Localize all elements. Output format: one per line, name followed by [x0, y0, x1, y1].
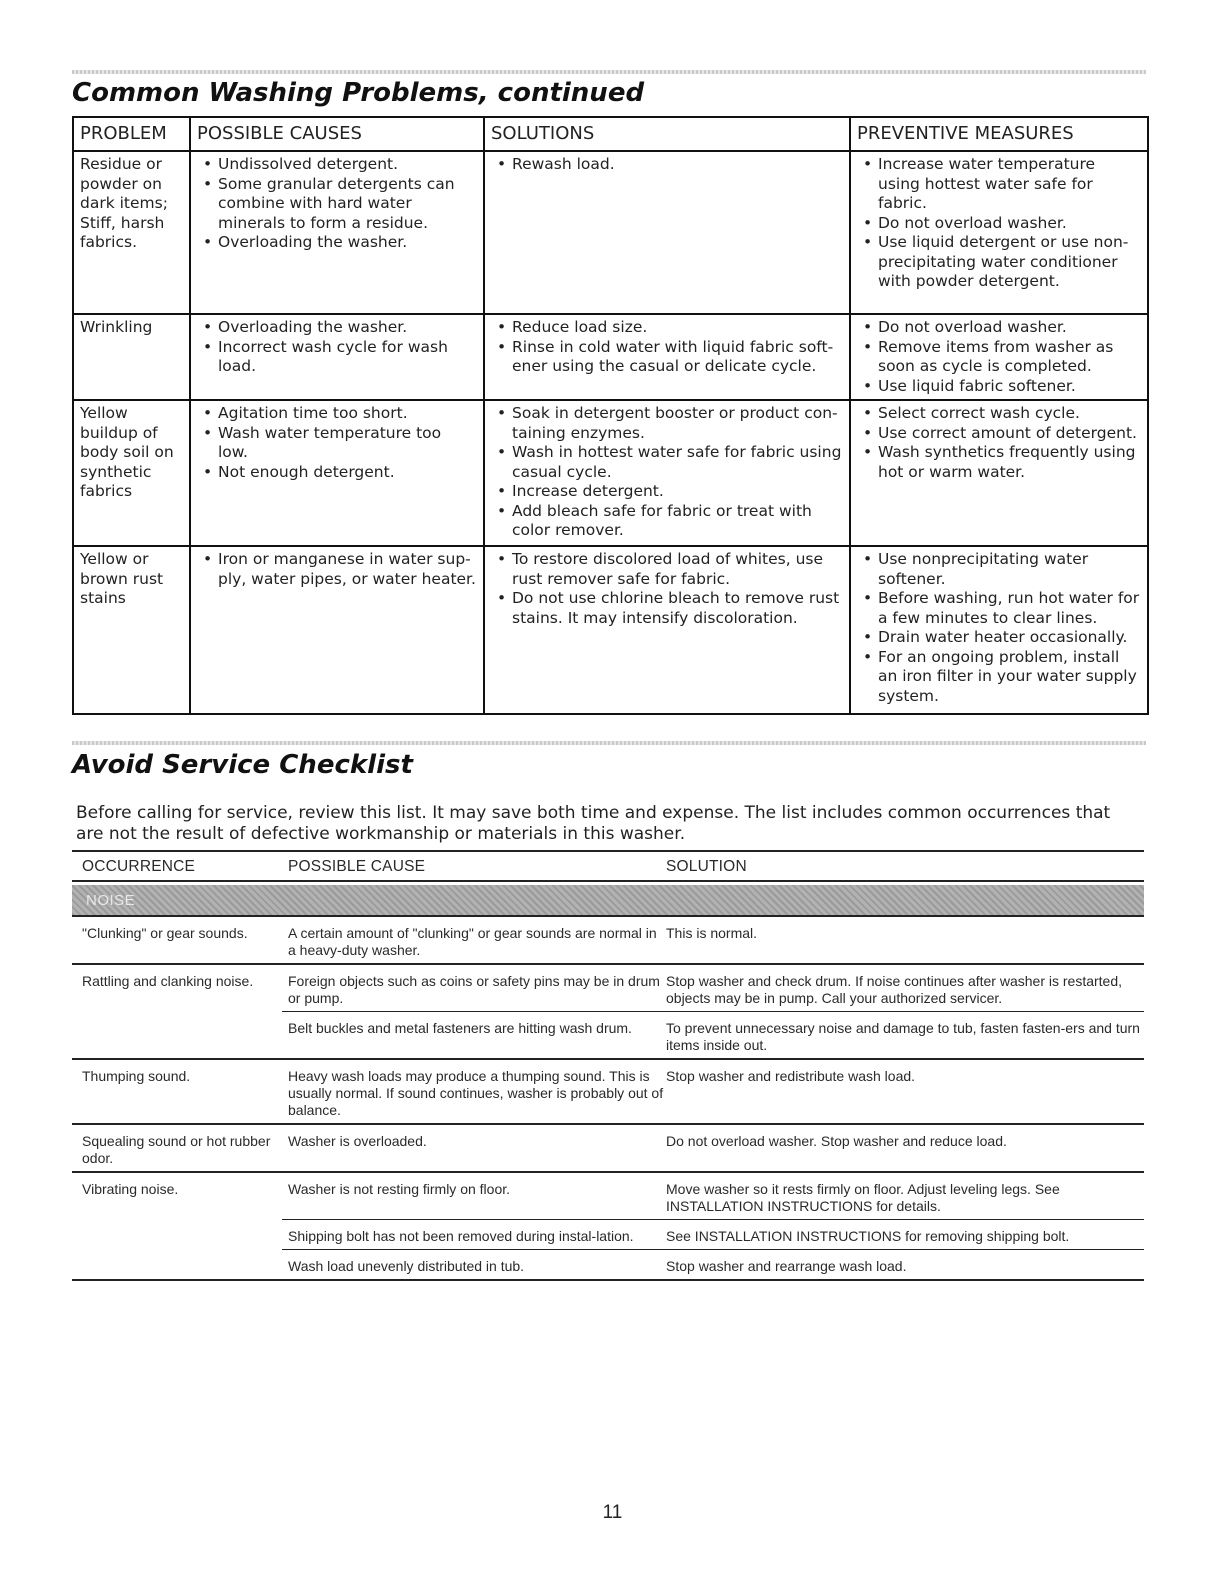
- solution-cell: Stop washer and check drum. If noise continues after washer is restarted, objects may be in pump. Call your authorized servicer.: [666, 973, 1123, 1006]
- list-item: • Remove items from washer as soon as cycle is completed.: [858, 338, 1140, 377]
- cause-cell: Shipping bolt has not been removed during instal-lation.: [288, 1228, 634, 1244]
- list-item: • Use liquid fabric softener.: [858, 377, 1140, 397]
- table-row: [73, 314, 1148, 400]
- list-item: • Wash synthetics frequently using hot or warm water.: [858, 443, 1140, 482]
- causes-cell: [190, 314, 484, 400]
- problem-cell: Yellow buildup of body soil on synthetic fabrics: [73, 400, 190, 546]
- occurrence-cell: "Clunking" or gear sounds.: [82, 925, 248, 941]
- list-item: • Use liquid detergent or use non-precipitating water conditioner with powder detergent.: [858, 233, 1140, 292]
- list-item: • Select correct wash cycle.: [858, 404, 1140, 424]
- list-item: • Overloading the washer.: [198, 233, 476, 253]
- list-item: • Wash in hottest water safe for fabric using casual cycle.: [492, 443, 842, 482]
- table-row: [73, 400, 1148, 546]
- solutions-cell: [484, 314, 850, 400]
- checklist-group: [72, 1173, 1144, 1281]
- header-possible-cause: POSSIBLE CAUSE: [288, 857, 426, 875]
- table-row: [73, 546, 1148, 714]
- solution-cell: Stop washer and redistribute wash load.: [666, 1068, 916, 1084]
- list-item: • Reduce load size.: [492, 318, 842, 338]
- table-row: [72, 917, 1144, 963]
- occurrence-cell: Thumping sound.: [82, 1068, 191, 1084]
- list-item: • Rinse in cold water with liquid fabric soft-ener using the casual or delicate cycle.: [492, 338, 842, 377]
- occurrence-cell: Vibrating noise.: [82, 1181, 179, 1197]
- table-row: [72, 1173, 1144, 1219]
- list-item: • Not enough detergent.: [198, 463, 476, 483]
- measures-cell: [850, 151, 1148, 314]
- list-item: • Add bleach safe for fabric or treat with color remover.: [492, 502, 842, 541]
- list-item: • Wash water temperature too low.: [198, 424, 476, 463]
- table-row: [282, 1011, 1144, 1058]
- table-row: [72, 965, 1144, 1011]
- table-row: [72, 1125, 1144, 1171]
- table-row: [282, 1219, 1144, 1249]
- list-item: • To restore discolored load of whites, use rust remover safe for fabric.: [492, 550, 842, 589]
- list-item: • Agitation time too short.: [198, 404, 476, 424]
- causes-cell: [190, 400, 484, 546]
- list-item: • Do not overload washer.: [858, 318, 1140, 338]
- solution-cell: See INSTALLATION INSTRUCTIONS for removing shipping bolt.: [666, 1228, 1070, 1244]
- problem-cell: Wrinkling: [73, 314, 190, 400]
- list-item: • Increase detergent.: [492, 482, 842, 502]
- measures-cell: [850, 314, 1148, 400]
- washing-problems-table: [72, 116, 1149, 715]
- solutions-cell: [484, 546, 850, 714]
- cause-cell: Belt buckles and metal fasteners are hitting wash drum.: [288, 1020, 632, 1036]
- list-item: • Overloading the washer.: [198, 318, 476, 338]
- causes-cell: [190, 546, 484, 714]
- list-item: • Before washing, run hot water for a few minutes to clear lines.: [858, 589, 1140, 628]
- list-item: • Do not overload washer.: [858, 214, 1140, 234]
- category-label: NOISE: [86, 891, 136, 909]
- problem-cell: Yellow or brown rust stains: [73, 546, 190, 714]
- cause-cell: Washer is overloaded.: [288, 1133, 427, 1149]
- page-number: 11: [602, 1502, 623, 1523]
- avoid-service-checklist: [72, 850, 1144, 1281]
- list-item: • Drain water heater occasionally.: [858, 628, 1140, 648]
- table-row: [72, 1060, 1144, 1123]
- cause-cell: Foreign objects such as coins or safety pins may be in drum or pump.: [288, 973, 660, 1006]
- problem-cell: Residue or powder on dark items; Stiff, harsh fabrics.: [73, 151, 190, 314]
- list-item: • Do not use chlorine bleach to remove rust stains. It may intensify discoloration.: [492, 589, 842, 628]
- cause-cell: Wash load unevenly distributed in tub.: [288, 1258, 525, 1274]
- cause-cell: Washer is not resting firmly on floor.: [288, 1181, 511, 1197]
- list-item: • Incorrect wash cycle for wash load.: [198, 338, 476, 377]
- solutions-cell: [484, 151, 850, 314]
- list-item: • For an ongoing problem, install an iron filter in your water supply system.: [858, 648, 1140, 707]
- solution-cell: Move washer so it rests firmly on floor. Adjust leveling legs. See INSTALLATION INSTRUCTIONS for details.: [666, 1181, 1060, 1214]
- checklist-intro: Before calling for service, review this list. It may save both time and expense. The list includes common occurrences that are not the result of defective workmanship or materials in this washer.: [76, 803, 1111, 844]
- checklist-header-row: [72, 850, 1144, 882]
- list-item: • Iron or manganese in water sup-ply, water pipes, or water heater.: [198, 550, 476, 589]
- category-bar: [72, 885, 1144, 917]
- measures-cell: [850, 400, 1148, 546]
- header-problem: PROBLEM: [73, 117, 190, 151]
- header-preventive-measures: PREVENTIVE MEASURES: [850, 117, 1148, 151]
- measures-cell: [850, 546, 1148, 714]
- list-item: • Use nonprecipitating water softener.: [858, 550, 1140, 589]
- cause-cell: A certain amount of "clunking" or gear sounds are normal in a heavy-duty washer.: [288, 925, 657, 958]
- solutions-cell: [484, 400, 850, 546]
- occurrence-cell: Squealing sound or hot rubber odor.: [82, 1133, 271, 1166]
- header-solutions: SOLUTIONS: [484, 117, 850, 151]
- solution-cell: Do not overload washer. Stop washer and reduce load.: [666, 1133, 1007, 1149]
- checklist-group: [72, 917, 1144, 965]
- list-item: • Use correct amount of detergent.: [858, 424, 1140, 444]
- list-item: • Soak in detergent booster or product con-taining enzymes.: [492, 404, 842, 443]
- solution-cell: Stop washer and rearrange wash load.: [666, 1258, 907, 1274]
- checklist-group: [72, 965, 1144, 1060]
- header-occurrence: OCCURRENCE: [82, 857, 196, 875]
- problems-header-row: [73, 117, 1148, 151]
- list-item: • Increase water temperature using hottest water safe for fabric.: [858, 155, 1140, 214]
- problems-section-title: Common Washing Problems, continued: [72, 78, 645, 108]
- list-item: • Some granular detergents can combine with hard water minerals to form a residue.: [198, 175, 476, 234]
- checklist-section-title: Avoid Service Checklist: [72, 750, 413, 780]
- table-row: [282, 1249, 1144, 1279]
- solution-cell: This is normal.: [666, 925, 758, 941]
- list-item: • Undissolved detergent.: [198, 155, 476, 175]
- header-possible-causes: POSSIBLE CAUSES: [190, 117, 484, 151]
- table-row: [73, 151, 1148, 314]
- checklist-group: [72, 1125, 1144, 1173]
- top-divider: [72, 70, 1146, 74]
- header-solution: SOLUTION: [666, 857, 747, 875]
- occurrence-cell: Rattling and clanking noise.: [82, 973, 254, 989]
- checklist-group: [72, 1060, 1144, 1125]
- middle-divider: [72, 741, 1146, 745]
- solution-cell: To prevent unnecessary noise and damage to tub, fasten fasten-ers and turn items inside out.: [666, 1020, 1140, 1053]
- list-item: • Rewash load.: [492, 155, 842, 175]
- cause-cell: Heavy wash loads may produce a thumping sound. This is usually normal. If sound continues, washer is probably out of balance.: [288, 1068, 664, 1118]
- causes-cell: [190, 151, 484, 314]
